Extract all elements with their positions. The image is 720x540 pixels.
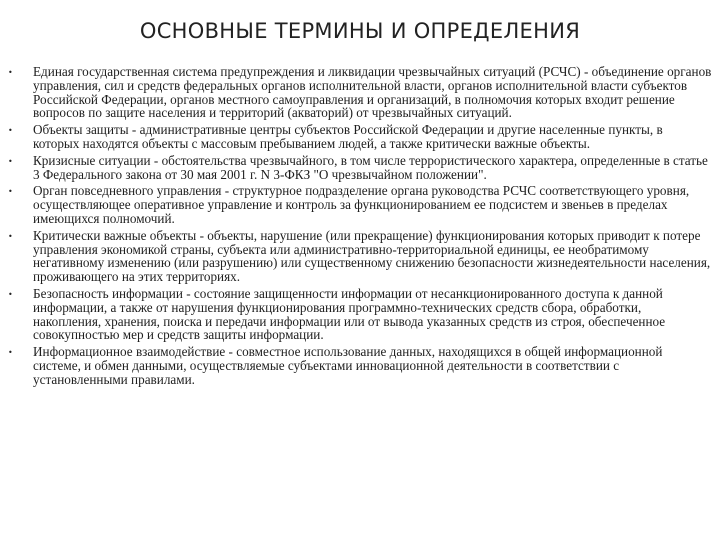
bullet-icon: •: [8, 156, 13, 166]
bullet-icon: •: [8, 231, 13, 241]
list-item-information-security: [0, 287, 720, 342]
list-item-daily-management-body: [0, 184, 720, 225]
definition-text: Информационное взаимодействие - совместное использование данных, находящихся в общей информационной системе, и обмен данными, осуществляемые субъектами инновационной деятельности в соответствии с установленными правилами.: [33, 344, 663, 387]
bullet-icon: •: [8, 348, 13, 358]
bullet-icon: •: [8, 126, 13, 136]
bullet-icon: •: [8, 289, 13, 299]
definition-text: Кризисные ситуации - обстоятельства чрезвычайного, в том числе террористического характера, определенные в статье 3 Федерального закона от 30 мая 2001 г. N 3-ФКЗ "О чрезвычайном положении".: [33, 152, 708, 182]
bullet-icon: •: [8, 68, 13, 77]
list-item-protected-objects: [0, 123, 720, 151]
slide-title: ОСНОВНЫЕ ТЕРМИНЫ И ОПРЕДЕЛЕНИЯ: [139, 19, 581, 43]
list-item-information-interaction: [0, 345, 720, 386]
bullet-icon: •: [8, 187, 13, 197]
list-item-crisis-situations: [0, 154, 720, 182]
definition-text: Критически важные объекты - объекты, нарушение (или прекращение) функционирования которых приводит к потере управления экономикой страны, субъекта или административно-территориальной единицы, ее необратимому негативному изменению (или разрушению) или существенному снижению безопасности жизнедеятельности населения, проживающего на этих территориях.: [33, 227, 711, 285]
definition-text: Единая государственная система предупреждения и ликвидации чрезвычайных ситуаций (РСЧС) - объединение органов управления, сил и средств федеральных органов исполнительной власти, органов исполнительной власти субъектов Российской Федерации, органов местного самоуправления и организаций, в полномочия которых входит решение вопросов по защите населения и территорий (акваторий) от чрезвычайных ситуаций.: [33, 64, 712, 121]
definition-text: Безопасность информации - состояние защищенности информации от несанкционированного доступа к данной информации, а также от нарушения функционирования программно-технических средств сбора, обработки, накопления, хранения, поиска и передачи информации или от вывода указанных средств из строя, обеспеченное совокупностью мер и средств защиты информации.: [33, 285, 666, 343]
list-item-critical-objects: [0, 229, 720, 284]
definition-text: Объекты защиты - административные центры субъектов Российской Федерации и другие населенные пункты, в которых находятся объекты с массовым пребыванием людей, а также критически важные объекты.: [33, 122, 663, 151]
list-item-rschs: [0, 65, 720, 120]
definitions-list: [0, 65, 720, 390]
definition-text: Орган повседневного управления - структурное подразделение органа руководства РСЧС соответствующего уровня, осуществляющее оперативное управление и контроль за функционированием ее подсистем и звеньев в пределах имеющихся полномочий.: [33, 183, 690, 226]
